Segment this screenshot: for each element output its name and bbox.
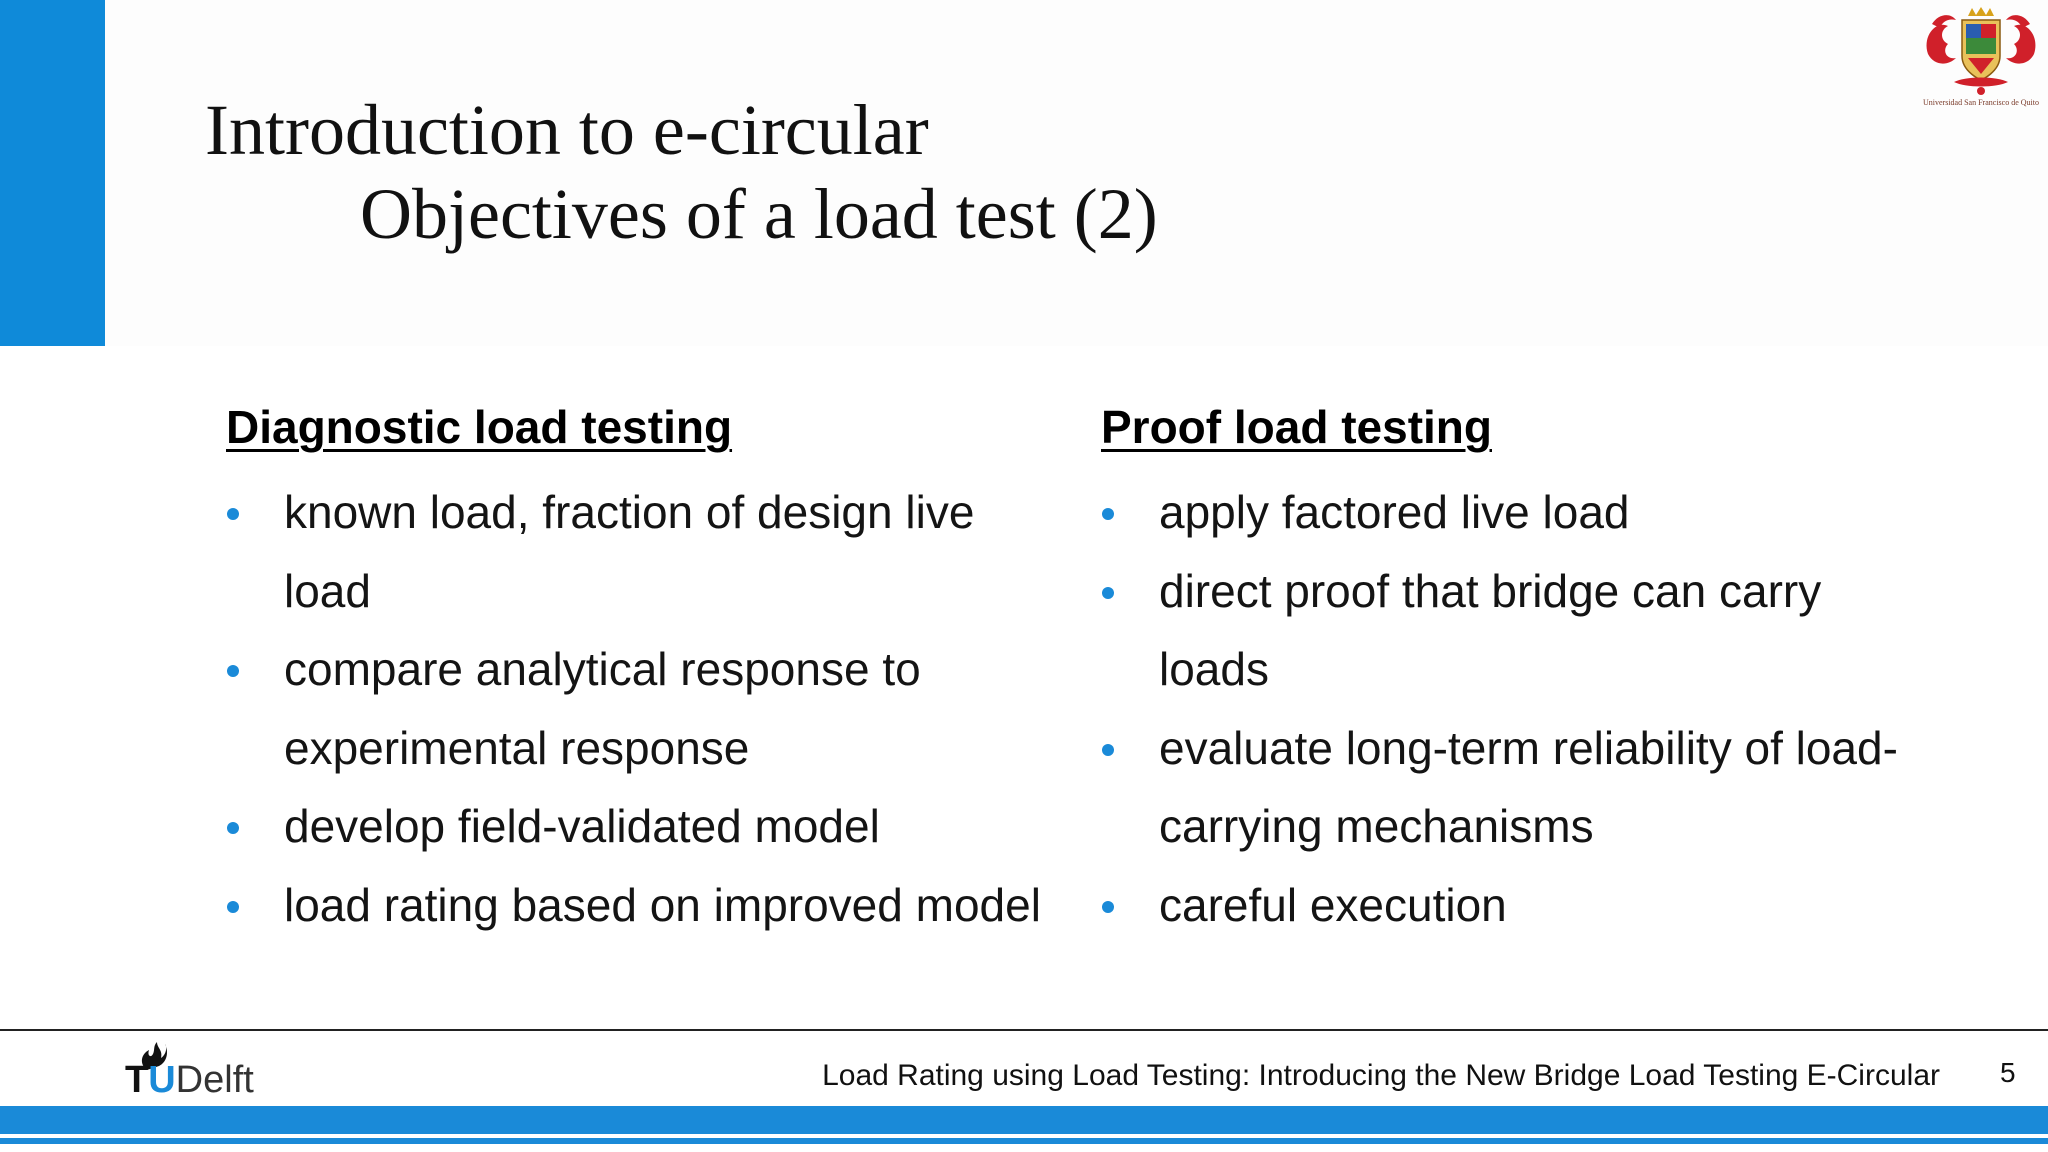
- tudelft-t: T: [125, 1059, 149, 1101]
- proof-column: [1101, 395, 1921, 944]
- list-item-text: load rating based on improved model: [284, 878, 1041, 931]
- list-item: [1101, 473, 1909, 552]
- list-item-text: develop field-validated model: [284, 800, 880, 852]
- bullet-icon: [1102, 587, 1114, 599]
- list-item: [226, 866, 1064, 945]
- left-accent-bar: [0, 0, 105, 346]
- tudelft-logo: [125, 1040, 285, 1102]
- list-item-text: known load, fraction of design live load: [284, 486, 975, 617]
- tudelft-u: U: [148, 1059, 176, 1101]
- bullet-icon: [1102, 508, 1114, 520]
- bullet-icon: [227, 822, 239, 834]
- bullet-icon: [227, 508, 239, 520]
- list-item: [226, 630, 1064, 787]
- list-item: [1101, 552, 1909, 709]
- footer-accent-line: [0, 1138, 2048, 1144]
- page-number: 5: [2000, 1057, 2016, 1088]
- university-caption: Universidad San Francisco de Quito: [1923, 98, 2039, 107]
- footer-title: Load Rating using Load Testing: Introducing the New Bridge Load Testing E-Circular: [822, 1059, 1940, 1092]
- tudelft-wordmark: [125, 1060, 254, 1100]
- bullet-icon: [227, 901, 239, 913]
- list-item: [1101, 866, 1909, 945]
- bullet-icon: [1102, 744, 1114, 756]
- slide-subtitle: Objectives of a load test (2): [360, 174, 1158, 254]
- list-item-text: direct proof that bridge can carry loads: [1159, 564, 1822, 695]
- university-crest-icon: [1918, 6, 2044, 116]
- list-item: [226, 787, 1064, 866]
- list-item: [226, 473, 1064, 630]
- list-item-text: evaluate long-term reliability of load-carrying mechanisms: [1159, 721, 1898, 852]
- list-item-text: apply factored live load: [1159, 486, 1630, 538]
- tudelft-delft: Delft: [175, 1059, 254, 1101]
- proof-heading: Proof load testing: [1101, 401, 1492, 453]
- bullet-icon: [1102, 901, 1114, 913]
- list-item-text: careful execution: [1159, 878, 1507, 931]
- footer-divider: [0, 1029, 2048, 1031]
- list-item-text: compare analytical response to experimental response: [284, 643, 921, 774]
- diagnostic-list: [226, 473, 1046, 944]
- diagnostic-column: [226, 395, 1046, 944]
- proof-list: [1101, 473, 1921, 944]
- footer-accent-bar: [0, 1106, 2048, 1134]
- bullet-icon: [227, 665, 239, 677]
- diagnostic-heading: Diagnostic load testing: [226, 401, 733, 453]
- list-item: [1101, 709, 1909, 866]
- slide-title: Introduction to e-circular: [205, 90, 929, 170]
